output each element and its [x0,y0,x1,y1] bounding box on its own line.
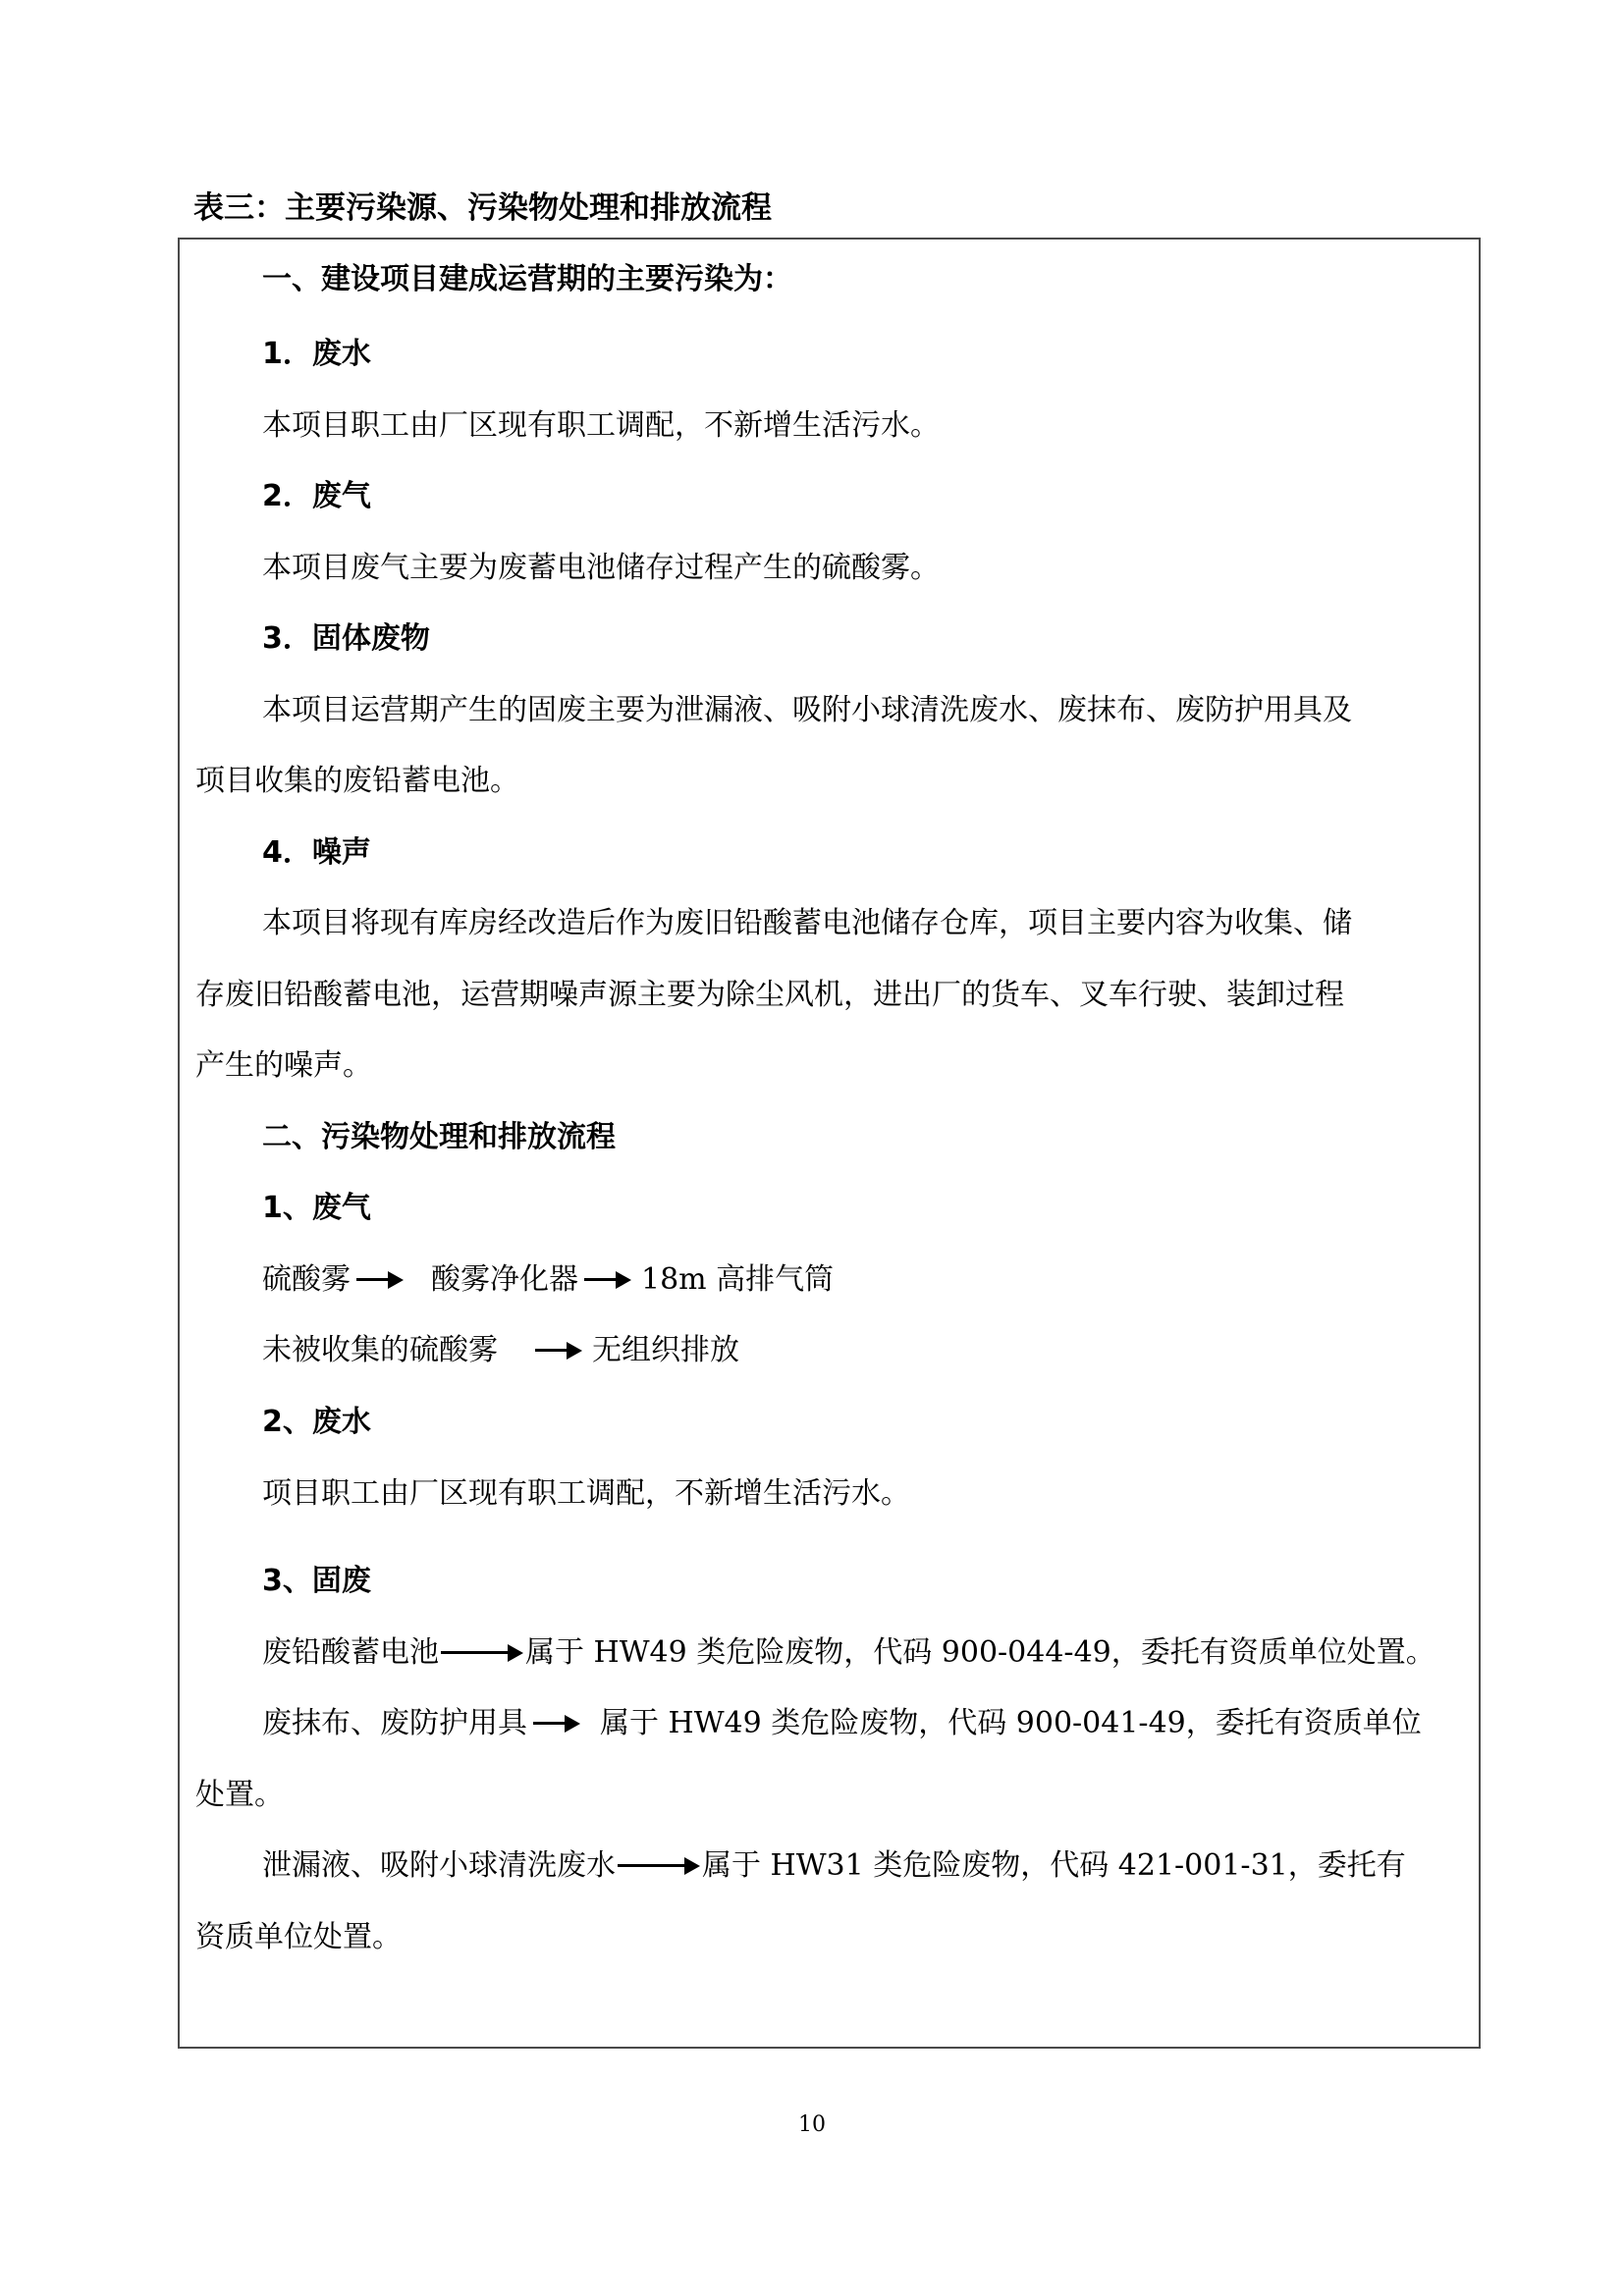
subheading-solid-waste: 3．固体废物 [262,621,430,656]
flow-solid-waste-2-continuation: 处置。 [195,1778,284,1812]
paragraph-noise-line2: 存废旧铅酸蓄电池，运营期噪声源主要为除尘风机，进出厂的货车、叉车行驶、装卸过程 [195,978,1344,1012]
flow-step: 酸雾净化器 [431,1262,578,1297]
page-number: 10 [798,2112,826,2137]
flow-step: 属于 HW49 类危险废物，代码 900-041-49，委托有资质单位 [600,1706,1422,1740]
flow-step: 未被收集的硫酸雾 [262,1333,498,1367]
paragraph-noise-line1: 本项目将现有库房经改造后作为废旧铅酸蓄电池储存仓库，项目主要内容为收集、储 [262,906,1352,940]
flow-solid-waste-3-continuation: 资质单位处置。 [195,1920,402,1954]
paragraph-solid-waste-line2: 项目收集的废铅蓄电池。 [195,764,519,798]
flow-exhaust-1 [262,1258,834,1302]
flow-step: 18m 高排气筒 [641,1262,835,1297]
paragraph-solid-waste-line1: 本项目运营期产生的固废主要为泄漏液、吸附小球清洗废水、废抹布、废防护用具及 [262,693,1352,727]
subheading-wastewater-flow: 2、废水 [262,1405,371,1439]
subheading-noise: 4．噪声 [262,835,371,870]
table-frame [178,238,1481,2049]
arrow-right-icon [618,1856,700,1876]
flow-solid-waste-1 [262,1631,1435,1675]
flow-step: 属于 HW49 类危险废物，代码 900-044-49，委托有资质单位处置。 [525,1635,1435,1670]
paragraph-wastewater-flow: 项目职工由厂区现有职工调配，不新增生活污水。 [262,1476,910,1511]
flow-solid-waste-2 [262,1702,1422,1745]
subheading-solid-waste-flow: 3、固废 [262,1564,371,1598]
section-heading-1: 一、建设项目建成运营期的主要污染为： [262,262,792,296]
arrow-right-icon [356,1270,404,1290]
flow-step: 硫酸雾 [262,1262,351,1297]
subheading-exhaust-flow: 1、废气 [262,1191,371,1225]
flow-step: 属于 HW31 类危险废物，代码 421-001-31，委托有 [702,1848,1406,1883]
flow-step: 废抹布、废防护用具 [262,1706,527,1740]
subheading-wastewater: 1．废水 [262,337,371,371]
arrow-right-icon [535,1341,582,1361]
paragraph-wastewater: 本项目职工由厂区现有职工调配，不新增生活污水。 [262,408,940,443]
subheading-exhaust-gas: 2．废气 [262,479,371,513]
section-heading-2: 二、污染物处理和排放流程 [262,1120,616,1154]
flow-step: 无组织排放 [592,1333,739,1367]
paragraph-noise-line3: 产生的噪声。 [195,1048,372,1083]
arrow-right-icon [584,1270,631,1290]
arrow-right-icon [441,1643,523,1663]
flow-exhaust-2 [262,1329,739,1372]
flow-solid-waste-3 [262,1844,1406,1888]
table-title: 表三：主要污染源、污染物处理和排放流程 [193,190,772,226]
flow-step: 泄漏液、吸附小球清洗废水 [262,1848,616,1883]
flow-step: 废铅酸蓄电池 [262,1635,439,1670]
arrow-right-icon [533,1714,580,1734]
paragraph-exhaust-gas: 本项目废气主要为废蓄电池储存过程产生的硫酸雾。 [262,551,940,585]
